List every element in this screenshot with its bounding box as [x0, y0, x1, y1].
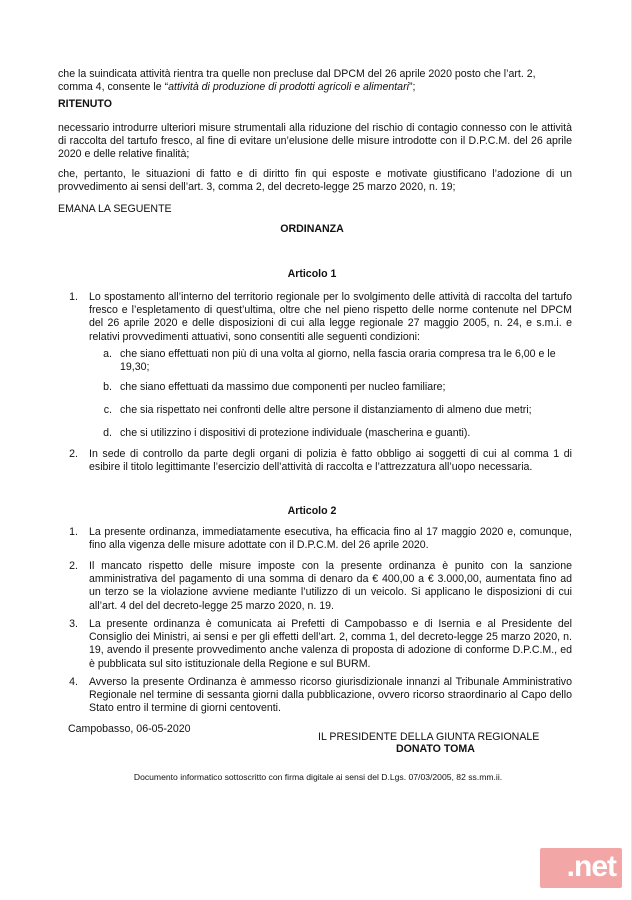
- che-pertanto-paragraph: che, pertanto, le situazioni di fatto e di diritto fin qui esposte e motivate giustificano l’adozione di un provvedimento ai sensi dell’art. 3, comma 2, del decreto-legge 25 marzo 2020, n. 19;: [58, 168, 572, 194]
- art1-sub-a-text: che siano effettuati non più di una volta al giorno, nella fascia oraria compresa tra le 6,00 e le 19,30;: [120, 348, 556, 374]
- intro-line-2-post: ”;: [408, 81, 416, 93]
- art2-item-3-text: La presente ordinanza è comunicata ai Prefetti di Campobasso e di Isernia e al Presidente del Consiglio dei Ministri, ai sensi e per gli effetti dell’art. 2, comma 1, del decreto-legge 25 marzo 2020, n. 19, avendo il presente provvedimento anche valenza di proposta di adozione di conforme D.P.C.M., ed è pubblicata sul sito istituzionale della Regione e sul BURM.: [89, 618, 572, 670]
- art1-sub-b-letter: b.: [103, 381, 112, 393]
- art1-sub-c-letter: c.: [103, 404, 112, 416]
- ritenuto-heading: RITENUTO: [58, 98, 112, 110]
- art1-item-2-number: 2.: [69, 448, 78, 460]
- art1-sub-d-letter: d.: [103, 427, 112, 439]
- signature-name: DONATO TOMA: [396, 743, 475, 755]
- art2-item-4-number: 4.: [69, 676, 78, 688]
- articolo-2-title: Articolo 2: [287, 505, 337, 517]
- art2-item-2-text: Il mancato rispetto delle misure imposte con la presente ordinanza è punito con la sanzione amministrativa del pagamento di una somma di denaro da € 400,00 a € 3.000,00, aumentata fino ad un terzo se la violazione avviene mediante l’utilizzo di un veicolo. Si applicano le disposizioni di cui all’art. 4 del del decreto-legge 25 marzo 2020, n. 19.: [89, 560, 572, 612]
- art2-item-2-number: 2.: [69, 560, 78, 572]
- place-date: Campobasso, 06-05-2020: [68, 723, 191, 735]
- signature-role: IL PRESIDENTE DELLA GIUNTA REGIONALE: [318, 731, 540, 743]
- art1-item-2-text: In sede di controllo da parte degli organi di polizia è fatto obbligo ai soggetti di cui al comma 1 di esibire il titolo legittimante l’esercizio dell’attività di raccolta e l’attrezzatura all’uopo necessaria.: [89, 448, 572, 474]
- art1-sub-b-text: che siano effettuati da massimo due componenti per nucleo familiare;: [120, 381, 446, 393]
- intro-line-2-pre: comma 4, consente le “: [58, 81, 169, 93]
- art2-item-4-text: Avverso la presente Ordinanza è ammesso ricorso giurisdizionale innanzi al Tribunale Amministrativo Regionale nel termine di sessanta giorni dalla pubblicazione, ovvero ricorso straordinario al Capo dello Stato entro il termine di giorni centoventi.: [89, 676, 572, 715]
- footer-note: Documento informatico sottoscritto con firma digitale ai sensi del D.Lgs. 07/03/2005, 82 ss.mm.ii.: [133, 772, 503, 782]
- art2-item-1-number: 1.: [69, 526, 78, 538]
- intro-line-1: che la suindicata attività rientra tra quelle non precluse dal DPCM del 26 aprile 2020 posto che l’art. 2,: [58, 68, 536, 80]
- intro-line-2: [58, 81, 572, 94]
- site-watermark: [540, 848, 622, 888]
- art1-sub-a-letter: a.: [103, 348, 112, 360]
- art1-sub-d-text: che si utilizzino i dispositivi di protezione individuale (mascherina e guanti).: [120, 427, 471, 439]
- art1-item-1-number: 1.: [69, 291, 78, 303]
- art2-item-3-number: 3.: [69, 618, 78, 630]
- watermark-label: .net: [566, 850, 616, 883]
- ritenuto-paragraph: necessario introdurre ulteriori misure strumentali alla riduzione del rischio di contagio connesso con le attività di raccolta del tartufo fresco, al fine di evitare un’elusione delle misure introdotte con il D.P.C.M. del 26 aprile 2020 e delle relative finalità;: [58, 122, 572, 161]
- art1-item-1-text: Lo spostamento all’interno del territorio regionale per lo svolgimento delle attività di raccolta del tartufo fresco e l’espletamento di quest’ultima, oltre che nel pieno rispetto delle norme contenute nel DPCM del 26 aprile 2020 e delle disposizioni di cui alla legge regionale 27 maggio 2005, n. 24, e s.m.i. e relativi provvedimenti attuativi, sono consentiti alle seguenti condizioni:: [89, 291, 572, 343]
- ordinanza-title: ORDINANZA: [280, 223, 344, 235]
- articolo-1-title: Articolo 1: [287, 268, 337, 280]
- art1-sub-c-text: che sia rispettato nei confronti delle altre persone il distanziamento di almeno due metri;: [120, 404, 532, 416]
- art2-item-1-text: La presente ordinanza, immediatamente esecutiva, ha efficacia fino al 17 maggio 2020 e, comunque, fino alla vigenza delle misure adottate con il D.P.C.M. del 26 aprile 2020.: [89, 526, 572, 552]
- emana-line: EMANA LA SEGUENTE: [58, 203, 172, 215]
- intro-line-2-italic: attività di produzione di prodotti agricoli e alimentari: [168, 81, 409, 93]
